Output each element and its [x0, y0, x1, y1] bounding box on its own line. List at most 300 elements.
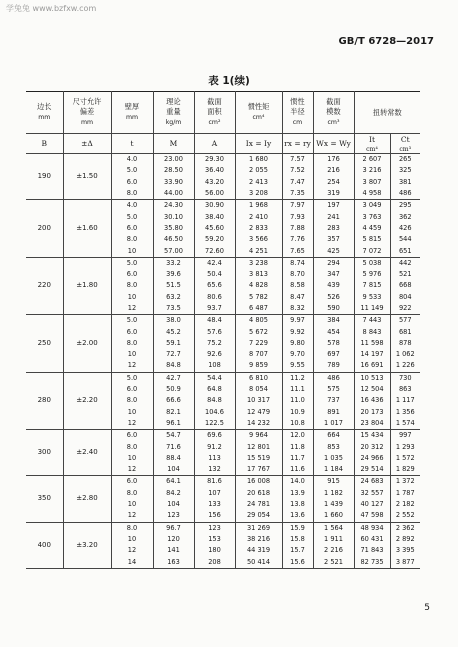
cell-r: 13.8: [282, 499, 313, 510]
cell-i: 2 055: [235, 165, 282, 176]
cell-t: 10: [111, 349, 153, 360]
cell-i: 31 269: [235, 522, 282, 534]
cell-t: 8.0: [111, 395, 153, 406]
cell-w: 590: [313, 303, 354, 315]
cell-m: 30.10: [153, 211, 194, 222]
cell-ct: 521: [390, 269, 420, 280]
cell-ct: 804: [390, 292, 420, 303]
cell-a: 91.2: [194, 441, 235, 452]
symbol-a: A: [194, 134, 235, 154]
cell-a: 80.6: [194, 292, 235, 303]
cell-t: 6.0: [111, 384, 153, 395]
cell-ct: 3 395: [390, 545, 420, 556]
cell-w: 2 521: [313, 556, 354, 568]
cell-a: 122.5: [194, 418, 235, 430]
cell-w: 384: [313, 315, 354, 327]
cell-w: 216: [313, 165, 354, 176]
cell-m: 35.80: [153, 223, 194, 234]
cell-m: 71.6: [153, 441, 194, 452]
cell-t: 6.0: [111, 269, 153, 280]
cell-it: 5 815: [354, 234, 390, 245]
cell-a: 72.60: [194, 245, 235, 257]
cell-t: 8.0: [111, 488, 153, 499]
symbol-row: [26, 134, 420, 154]
header-section-modulus: 截面 模数 cm³: [313, 92, 354, 134]
cell-w: 197: [313, 200, 354, 212]
cell-r: 12.0: [282, 430, 313, 442]
cell-w: 439: [313, 280, 354, 291]
cell-it: 47 598: [354, 510, 390, 522]
cell-t: 5.0: [111, 315, 153, 327]
cell-t: 6.0: [111, 326, 153, 337]
tolerance-cell: ±2.00: [63, 315, 111, 372]
cell-w: 454: [313, 326, 354, 337]
cell-a: 45.60: [194, 223, 235, 234]
cell-m: 54.7: [153, 430, 194, 442]
cell-w: 2 216: [313, 545, 354, 556]
cell-t: 5.0: [111, 372, 153, 384]
cell-it: 32 557: [354, 488, 390, 499]
cell-m: 28.50: [153, 165, 194, 176]
cell-a: 84.8: [194, 395, 235, 406]
cell-a: 54.4: [194, 372, 235, 384]
cell-a: 156: [194, 510, 235, 522]
cell-ct: 2 892: [390, 534, 420, 545]
cell-t: 10: [111, 453, 153, 464]
cell-ct: 325: [390, 165, 420, 176]
cell-m: 104: [153, 464, 194, 476]
cell-r: 8.74: [282, 257, 313, 269]
cell-r: 10.9: [282, 407, 313, 418]
cell-i: 38 216: [235, 534, 282, 545]
cell-t: 10: [111, 499, 153, 510]
cell-r: 11.1: [282, 384, 313, 395]
cell-w: 1 182: [313, 488, 354, 499]
cell-i: 2 413: [235, 177, 282, 188]
cell-it: 71 843: [354, 545, 390, 556]
cell-w: 486: [313, 372, 354, 384]
cell-t: 10: [111, 245, 153, 257]
cell-ct: 577: [390, 315, 420, 327]
cell-it: 23 804: [354, 418, 390, 430]
cell-w: 578: [313, 338, 354, 349]
cell-a: 64.8: [194, 384, 235, 395]
side-length-cell: 350: [26, 476, 63, 522]
cell-w: 1 184: [313, 464, 354, 476]
cell-a: 108: [194, 360, 235, 372]
cell-ct: 863: [390, 384, 420, 395]
header-wall-thickness: 壁厚 mm: [111, 92, 153, 134]
cell-it: 2 607: [354, 154, 390, 166]
tolerance-cell: ±1.50: [63, 154, 111, 200]
cell-r: 15.9: [282, 522, 313, 534]
cell-it: 7 815: [354, 280, 390, 291]
cell-i: 3 813: [235, 269, 282, 280]
side-length-cell: 200: [26, 200, 63, 257]
cell-w: 891: [313, 407, 354, 418]
cell-t: 6.0: [111, 177, 153, 188]
cell-r: 9.80: [282, 338, 313, 349]
cell-a: 29.30: [194, 154, 235, 166]
cell-t: 10: [111, 534, 153, 545]
cell-i: 8 054: [235, 384, 282, 395]
cell-w: 789: [313, 360, 354, 372]
cell-ct: 668: [390, 280, 420, 291]
cell-t: 5.0: [111, 211, 153, 222]
cell-a: 133: [194, 499, 235, 510]
cell-it: 12 504: [354, 384, 390, 395]
cell-a: 123: [194, 522, 235, 534]
cell-ct: 1 356: [390, 407, 420, 418]
table-body: [26, 154, 420, 569]
cell-r: 8.32: [282, 303, 313, 315]
cell-i: 5 672: [235, 326, 282, 337]
symbol-r: rx = ry: [282, 134, 313, 154]
cell-t: 12: [111, 545, 153, 556]
cell-r: 7.88: [282, 223, 313, 234]
page-number: 5: [424, 603, 430, 613]
cell-m: 123: [153, 510, 194, 522]
cell-ct: 1 117: [390, 395, 420, 406]
cell-r: 9.92: [282, 326, 313, 337]
cell-t: 12: [111, 360, 153, 372]
cell-w: 1 035: [313, 453, 354, 464]
cell-ct: 1 226: [390, 360, 420, 372]
cell-a: 36.40: [194, 165, 235, 176]
cell-r: 13.6: [282, 510, 313, 522]
tolerance-cell: ±3.20: [63, 522, 111, 568]
cell-t: 4.0: [111, 200, 153, 212]
standard-code: GB/T 6728—2017: [338, 36, 434, 47]
cell-w: 526: [313, 292, 354, 303]
cell-m: 33.90: [153, 177, 194, 188]
cell-a: 57.6: [194, 326, 235, 337]
cell-i: 1 680: [235, 154, 282, 166]
cell-it: 5 976: [354, 269, 390, 280]
cell-ct: 651: [390, 245, 420, 257]
side-length-cell: 300: [26, 430, 63, 476]
header-row: [26, 92, 420, 134]
cell-a: 113: [194, 453, 235, 464]
cell-a: 153: [194, 534, 235, 545]
cell-ct: 486: [390, 188, 420, 200]
cell-w: 283: [313, 223, 354, 234]
cell-w: 1 439: [313, 499, 354, 510]
cell-m: 163: [153, 556, 194, 568]
header-tolerance: 尺寸允许 偏差 mm: [63, 92, 111, 134]
cell-t: 5.0: [111, 257, 153, 269]
cell-ct: 442: [390, 257, 420, 269]
cell-ct: 426: [390, 223, 420, 234]
table-row: [26, 372, 420, 384]
cell-r: 15.6: [282, 556, 313, 568]
cell-w: 1 911: [313, 534, 354, 545]
cell-a: 56.00: [194, 188, 235, 200]
cell-ct: 681: [390, 326, 420, 337]
symbol-m: M: [153, 134, 194, 154]
cell-m: 23.00: [153, 154, 194, 166]
cell-m: 104: [153, 499, 194, 510]
cell-ct: 295: [390, 200, 420, 212]
cell-m: 46.50: [153, 234, 194, 245]
cell-r: 7.52: [282, 165, 313, 176]
table-row: [26, 315, 420, 327]
cell-i: 14 232: [235, 418, 282, 430]
cell-m: 141: [153, 545, 194, 556]
cell-a: 180: [194, 545, 235, 556]
cell-ct: 997: [390, 430, 420, 442]
cell-a: 50.4: [194, 269, 235, 280]
header-moment-of-inertia: 惯性矩 cm⁴: [235, 92, 282, 134]
cell-m: 73.5: [153, 303, 194, 315]
tolerance-cell: ±1.60: [63, 200, 111, 257]
cell-ct: 730: [390, 372, 420, 384]
cell-ct: 878: [390, 338, 420, 349]
cell-it: 3 807: [354, 177, 390, 188]
cell-w: 241: [313, 211, 354, 222]
symbol-ct: Ct cm³: [390, 134, 420, 154]
cell-m: 72.7: [153, 349, 194, 360]
cell-it: 16 691: [354, 360, 390, 372]
cell-t: 14: [111, 556, 153, 568]
cell-it: 11 149: [354, 303, 390, 315]
cell-r: 14.0: [282, 476, 313, 488]
cell-a: 92.6: [194, 349, 235, 360]
table-row: [26, 257, 420, 269]
cell-t: 5.0: [111, 165, 153, 176]
cell-t: 8.0: [111, 338, 153, 349]
cell-m: 57.00: [153, 245, 194, 257]
cell-t: 6.0: [111, 430, 153, 442]
cell-a: 30.90: [194, 200, 235, 212]
cell-i: 8 707: [235, 349, 282, 360]
cell-it: 14 197: [354, 349, 390, 360]
tolerance-cell: ±2.80: [63, 476, 111, 522]
cell-i: 2 833: [235, 223, 282, 234]
cell-i: 12 801: [235, 441, 282, 452]
cell-a: 38.40: [194, 211, 235, 222]
cell-m: 44.00: [153, 188, 194, 200]
cell-a: 75.2: [194, 338, 235, 349]
tolerance-cell: ±2.20: [63, 372, 111, 429]
cell-w: 697: [313, 349, 354, 360]
cell-m: 39.6: [153, 269, 194, 280]
cell-t: 10: [111, 407, 153, 418]
header-section-area: 截面 面积 cm²: [194, 92, 235, 134]
side-length-cell: 190: [26, 154, 63, 200]
cell-r: 7.47: [282, 177, 313, 188]
cell-it: 20 312: [354, 441, 390, 452]
cell-m: 24.30: [153, 200, 194, 212]
cell-it: 4 958: [354, 188, 390, 200]
cell-i: 3 238: [235, 257, 282, 269]
cell-it: 3 216: [354, 165, 390, 176]
cell-i: 4 828: [235, 280, 282, 291]
cell-t: 6.0: [111, 476, 153, 488]
cell-w: 347: [313, 269, 354, 280]
cell-m: 42.7: [153, 372, 194, 384]
cell-ct: 544: [390, 234, 420, 245]
cell-a: 43.20: [194, 177, 235, 188]
cell-w: 176: [313, 154, 354, 166]
cell-m: 50.9: [153, 384, 194, 395]
cell-i: 3 208: [235, 188, 282, 200]
cell-ct: 1 372: [390, 476, 420, 488]
cell-r: 9.55: [282, 360, 313, 372]
cell-it: 9 533: [354, 292, 390, 303]
cell-a: 69.6: [194, 430, 235, 442]
cell-ct: 265: [390, 154, 420, 166]
cell-w: 254: [313, 177, 354, 188]
cell-r: 7.93: [282, 211, 313, 222]
cell-ct: 922: [390, 303, 420, 315]
cell-ct: 362: [390, 211, 420, 222]
cell-i: 17 767: [235, 464, 282, 476]
cell-ct: 1 574: [390, 418, 420, 430]
cell-m: 84.2: [153, 488, 194, 499]
cell-r: 15.7: [282, 545, 313, 556]
symbol-b: B: [26, 134, 63, 154]
table-row: [26, 430, 420, 442]
cell-it: 20 173: [354, 407, 390, 418]
cell-w: 575: [313, 384, 354, 395]
cell-t: 6.0: [111, 223, 153, 234]
cell-ct: 2 362: [390, 522, 420, 534]
cell-a: 59.20: [194, 234, 235, 245]
cell-m: 66.6: [153, 395, 194, 406]
cell-it: 16 436: [354, 395, 390, 406]
cell-i: 10 317: [235, 395, 282, 406]
table-row: [26, 200, 420, 212]
cell-i: 5 782: [235, 292, 282, 303]
cell-it: 11 598: [354, 338, 390, 349]
cell-i: 20 618: [235, 488, 282, 499]
cell-m: 59.1: [153, 338, 194, 349]
cell-r: 15.8: [282, 534, 313, 545]
cell-it: 40 127: [354, 499, 390, 510]
symbol-i: Ix = Iy: [235, 134, 282, 154]
tolerance-cell: ±1.80: [63, 257, 111, 314]
cell-m: 64.1: [153, 476, 194, 488]
cell-r: 11.7: [282, 453, 313, 464]
cell-i: 6 487: [235, 303, 282, 315]
watermark-text: 学兔兔 www.bzfxw.com: [6, 4, 97, 13]
cell-it: 82 735: [354, 556, 390, 568]
cell-r: 9.97: [282, 315, 313, 327]
cell-a: 132: [194, 464, 235, 476]
cell-ct: 381: [390, 177, 420, 188]
cell-w: 1 660: [313, 510, 354, 522]
cell-a: 81.6: [194, 476, 235, 488]
cell-ct: 1 062: [390, 349, 420, 360]
cell-a: 107: [194, 488, 235, 499]
side-length-cell: 250: [26, 315, 63, 372]
header-radius-of-gyration: 惯性 半径 cm: [282, 92, 313, 134]
cell-r: 7.35: [282, 188, 313, 200]
cell-i: 12 479: [235, 407, 282, 418]
side-length-cell: 400: [26, 522, 63, 568]
cell-i: 24 781: [235, 499, 282, 510]
cell-ct: 3 877: [390, 556, 420, 568]
cell-ct: 2 182: [390, 499, 420, 510]
cell-it: 4 459: [354, 223, 390, 234]
symbol-w: Wx = Wy: [313, 134, 354, 154]
cell-it: 24 683: [354, 476, 390, 488]
cell-t: 8.0: [111, 234, 153, 245]
cell-i: 50 414: [235, 556, 282, 568]
tolerance-cell: ±2.40: [63, 430, 111, 476]
cell-i: 15 519: [235, 453, 282, 464]
cell-r: 7.57: [282, 154, 313, 166]
cell-t: 12: [111, 510, 153, 522]
cell-it: 7 443: [354, 315, 390, 327]
cell-a: 104.6: [194, 407, 235, 418]
cell-r: 7.76: [282, 234, 313, 245]
cell-it: 5 038: [354, 257, 390, 269]
cell-m: 38.0: [153, 315, 194, 327]
cell-ct: 2 552: [390, 510, 420, 522]
cell-it: 3 049: [354, 200, 390, 212]
cell-it: 48 934: [354, 522, 390, 534]
cell-w: 1 017: [313, 418, 354, 430]
table-row: [26, 476, 420, 488]
cell-r: 8.47: [282, 292, 313, 303]
cell-m: 88.4: [153, 453, 194, 464]
cell-w: 737: [313, 395, 354, 406]
cell-a: 93.7: [194, 303, 235, 315]
cell-it: 8 843: [354, 326, 390, 337]
cell-r: 11.8: [282, 441, 313, 452]
cell-i: 9 964: [235, 430, 282, 442]
cell-m: 120: [153, 534, 194, 545]
cell-t: 12: [111, 303, 153, 315]
cell-it: 3 763: [354, 211, 390, 222]
table-row: [26, 522, 420, 534]
header-theoretical-weight: 理论 重量 kg/m: [153, 92, 194, 134]
cell-r: 7.97: [282, 200, 313, 212]
cell-i: 2 410: [235, 211, 282, 222]
cell-w: 357: [313, 234, 354, 245]
cell-it: 15 434: [354, 430, 390, 442]
cell-a: 65.6: [194, 280, 235, 291]
cell-r: 8.58: [282, 280, 313, 291]
cell-w: 853: [313, 441, 354, 452]
cell-m: 96.7: [153, 522, 194, 534]
side-length-cell: 280: [26, 372, 63, 429]
cell-m: 33.2: [153, 257, 194, 269]
cell-i: 16 008: [235, 476, 282, 488]
cell-it: 24 966: [354, 453, 390, 464]
cell-w: 915: [313, 476, 354, 488]
cell-ct: 1 293: [390, 441, 420, 452]
cell-t: 12: [111, 418, 153, 430]
cell-r: 8.70: [282, 269, 313, 280]
side-length-cell: 220: [26, 257, 63, 314]
cell-m: 45.2: [153, 326, 194, 337]
cell-ct: 1 787: [390, 488, 420, 499]
cell-i: 7 229: [235, 338, 282, 349]
cell-t: 8.0: [111, 522, 153, 534]
cell-a: 48.4: [194, 315, 235, 327]
cell-w: 425: [313, 245, 354, 257]
cell-t: 8.0: [111, 441, 153, 452]
cell-ct: 1 572: [390, 453, 420, 464]
cell-w: 1 564: [313, 522, 354, 534]
cell-m: 96.1: [153, 418, 194, 430]
symbol-t: t: [111, 134, 153, 154]
cell-r: 10.8: [282, 418, 313, 430]
cell-i: 9 859: [235, 360, 282, 372]
